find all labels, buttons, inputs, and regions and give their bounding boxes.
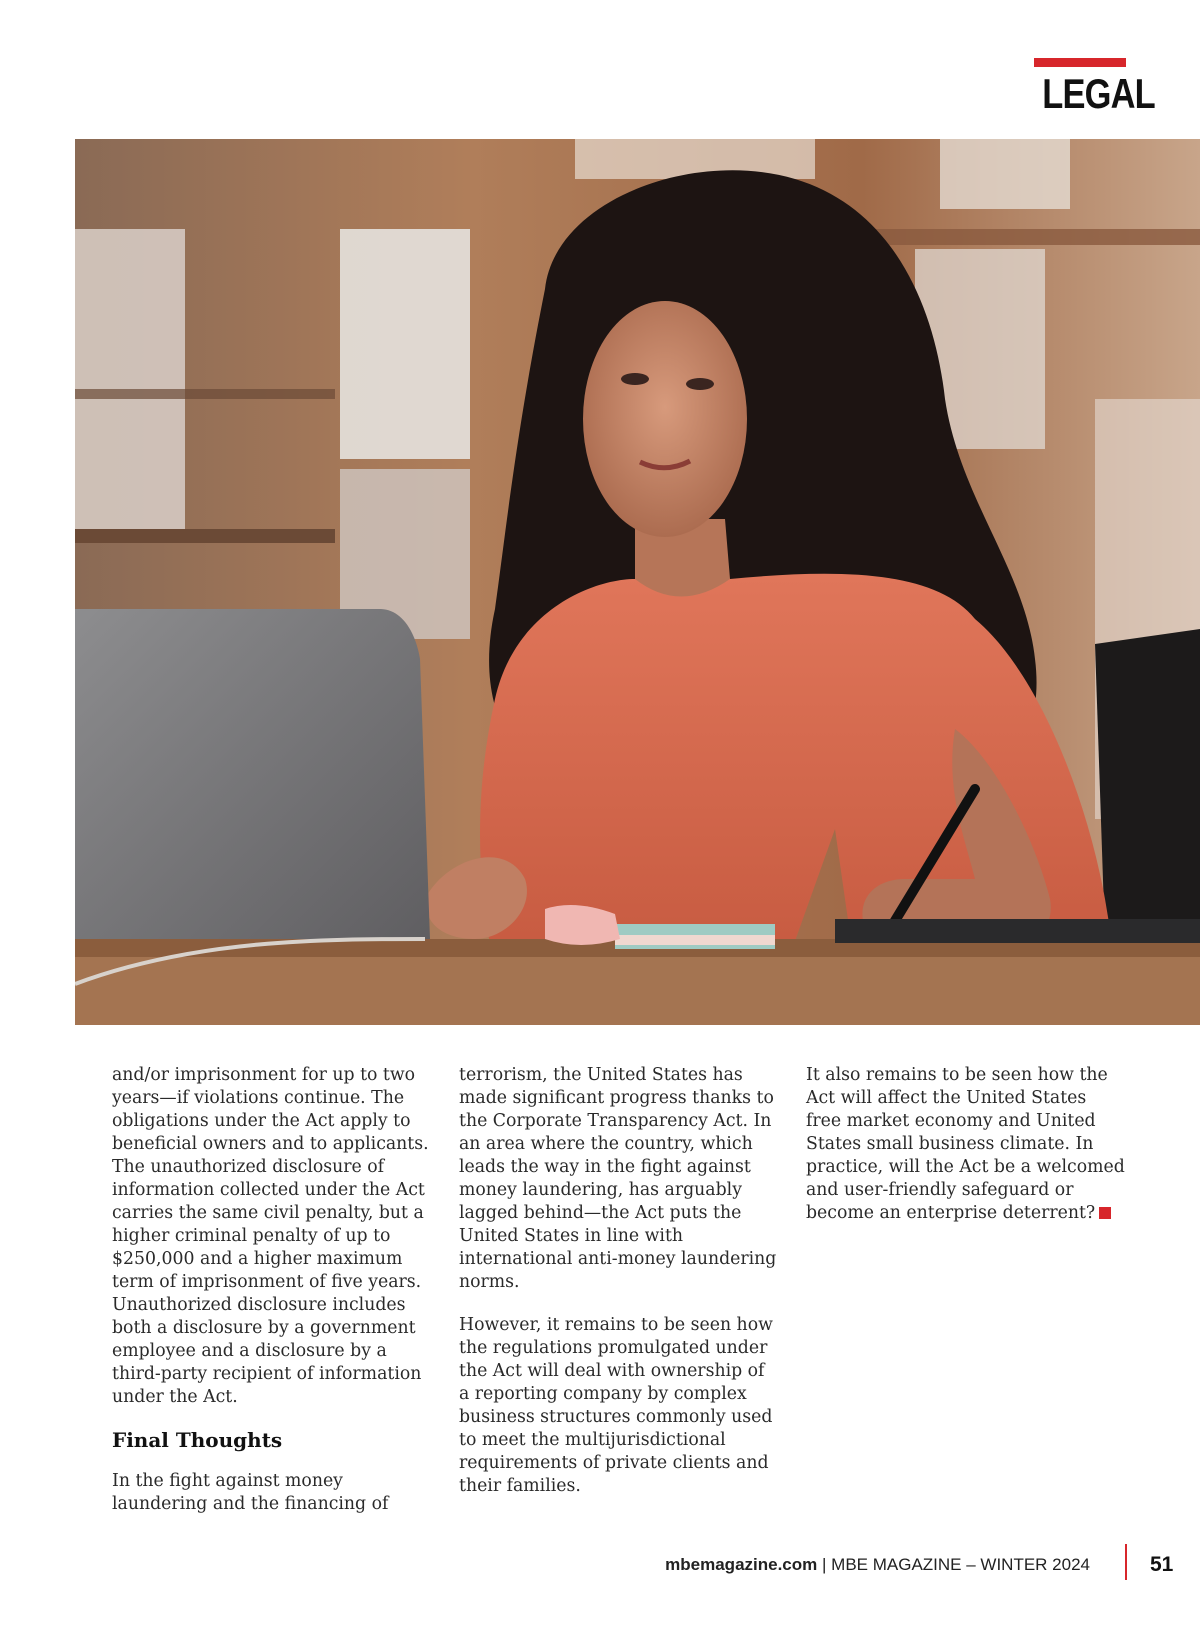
paragraph-with-end-mark bbox=[806, 1064, 1126, 1225]
woman-at-laptop-image bbox=[75, 139, 1200, 1025]
page-footer bbox=[665, 1555, 1090, 1575]
paragraph: and/or imprisonment for up to two years—if violations continue. The obligations under the Act apply to beneficial owners and to applicants. The unauthorized disclosure of information collected under the Act carries the same civil penalty, but a higher criminal penalty of up to $250,000 and a higher maximum term of imprisonment of five years. Unauthorized disclosure includes both a disclosure by a government employee and a disclosure by a third-party recipient of information under the Act. bbox=[112, 1065, 429, 1407]
article-column-2 bbox=[459, 1064, 779, 1518]
section-accent-bar bbox=[1034, 58, 1126, 67]
paragraph: However, it remains to be seen how the regulations promulgated under the Act will deal with ownership of a reporting company by complex business structures commonly used to meet the multijurisdictional requirements of private clients and their families. bbox=[459, 1315, 773, 1496]
paragraph: In the fight against money laundering and the financing of bbox=[112, 1471, 389, 1514]
section-label: LEGAL bbox=[1042, 70, 1155, 117]
paragraph: terrorism, the United States has made significant progress thanks to the Corporate Transparency Act. In an area where the country, which leads the way in the fight against money laundering, has arguably lagged behind—the Act puts the United States in line with international anti-money laundering norms. bbox=[459, 1065, 777, 1292]
article-column-3 bbox=[806, 1064, 1126, 1245]
footer-divider bbox=[1125, 1544, 1127, 1580]
footer-issue: MBE MAGAZINE – WINTER 2024 bbox=[831, 1555, 1090, 1574]
article-column-1 bbox=[112, 1064, 432, 1536]
paragraph: It also remains to be seen how the Act will affect the United States free market economy and United States small business climate. In practice, will the Act be a welcomed and user-friendly safeguard or become an enterprise deterrent? bbox=[806, 1065, 1125, 1223]
section-heading: Final Thoughts bbox=[112, 1428, 283, 1452]
footer-separator: | bbox=[822, 1555, 827, 1574]
section-tag bbox=[1034, 58, 1155, 117]
footer-site-link[interactable]: mbemagazine.com bbox=[665, 1555, 818, 1574]
end-mark-icon bbox=[1099, 1207, 1111, 1219]
page-number: 51 bbox=[1150, 1553, 1174, 1576]
article-photo bbox=[75, 139, 1200, 1025]
